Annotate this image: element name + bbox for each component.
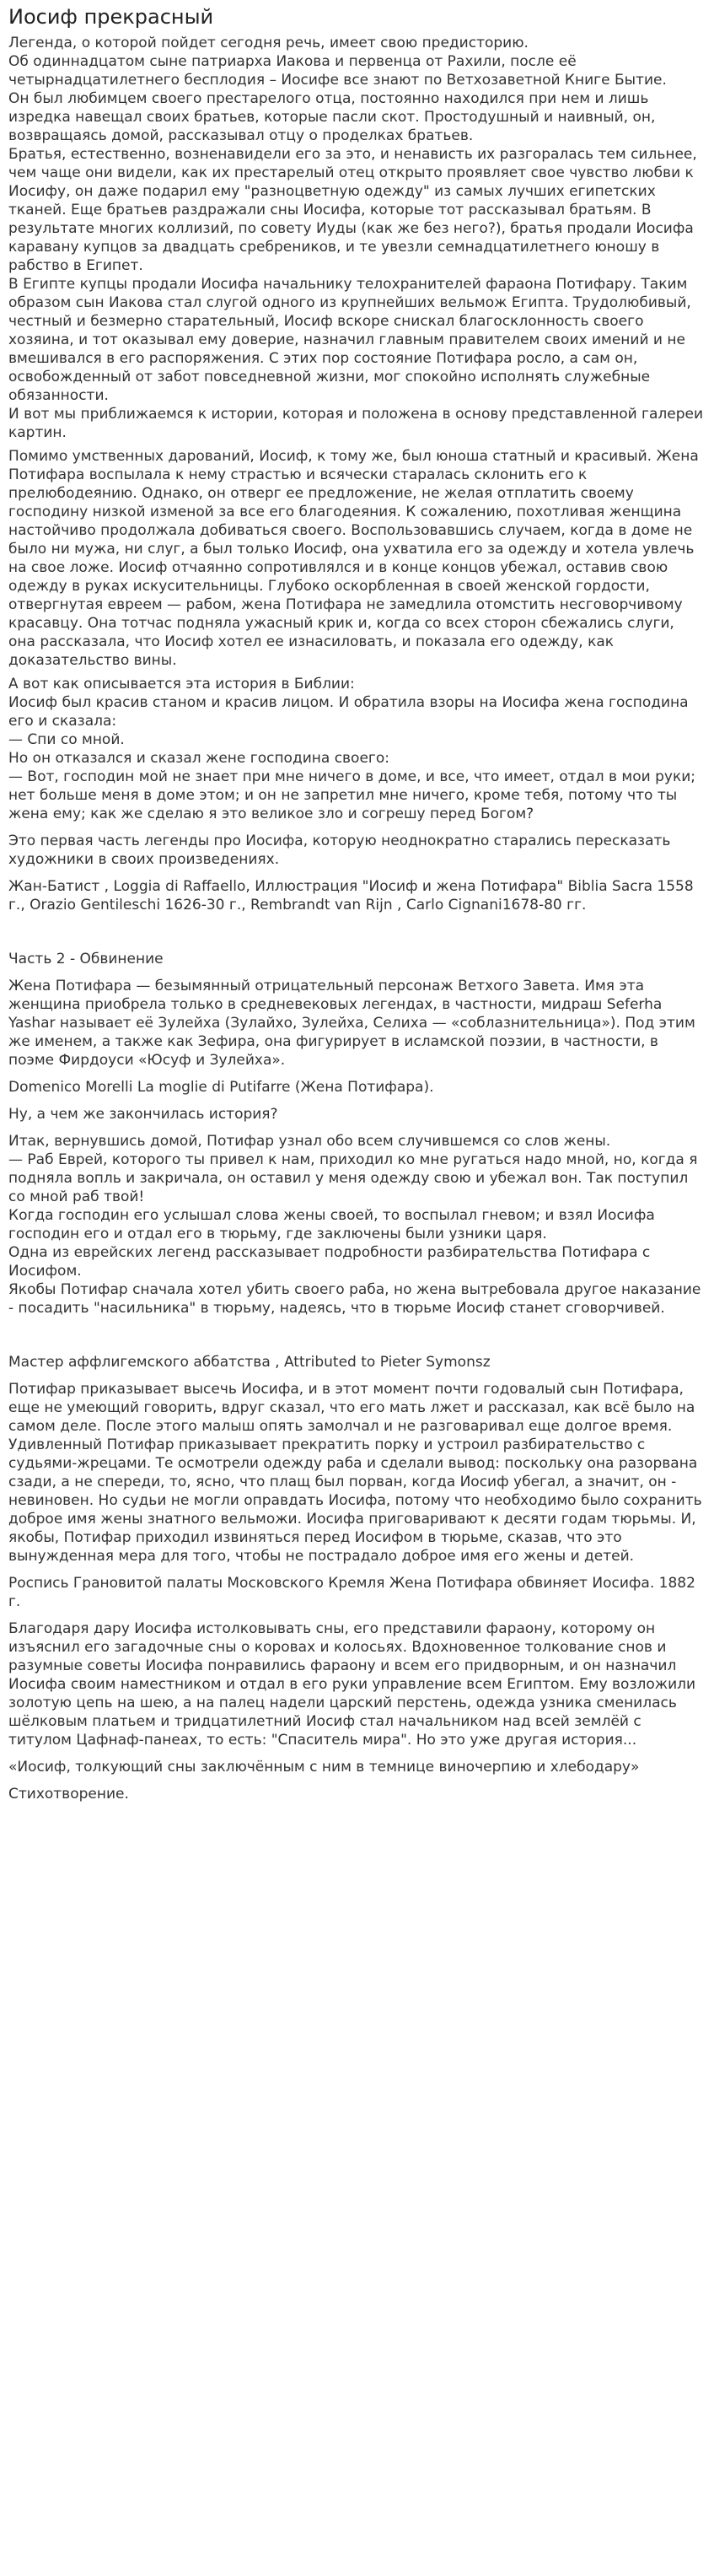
spacer [8,1345,706,1353]
poem-label: Стихотворение. [8,1786,129,1803]
spacer [8,941,706,950]
trial-paragraph: Потифар приказывает высечь Иосифа, и в этот момент почти годовалый сын Потифара, еще не умеющий говорить, вдруг сказал, что его мать лжет и рассказал, как всё было на самом деле. После этого малыш опять замолчал и не разговаривал еще долгое время. Удивленный Потифар приказывает прекратить порку и устроил разбирательство с судьями-жрецами. Те осмотрели одежду раба и сделали вывод: поскольку она разорвана сзади, а не спереди, то, ясно, что плащ был порван, когда Иосиф убегал, а значит, он - невиновен. Но судьи не могли оправдать Иосифа, потому что необходимо было сохранить доброе имя жены знатного вельможи. Иосифа приговаривают к десяти годам тюрьмы. И, якобы, Потифар приходил извиняться перед Иосифом в тюрьме, сказав, что это вынужденная мера для того, чтобы не пострадало доброе имя его жены и детей. [8,1381,702,1565]
fresco-caption: Роспись Грановитой палаты Московского Кремля Жена Потифара обвиняет Иосифа. 1882 г. [8,1575,695,1610]
master-caption: Мастер аффлигемского аббатства , Attributed to Pieter Symonsz [8,1354,491,1371]
page-title: Иосиф прекрасный [8,5,214,29]
bible-paragraph: А вот как описывается эта история в Библии: Иосиф был красив станом и красив лицом. И обратила взоры на Иосифа жена господина его и сказала: — Спи со мной. Но он отказался и сказал жене господина своего: — Вот, господин мой не знает при мне ничего в доме, и все, что имеет, отдал в мои руки; нет больше меня в доме этом; и он не запретил мне ничего, кроме тебя, потому что ты жена ему; как же сделаю я это великое зло и согрешу перед Богом? [8,676,695,822]
section-heading-part-2: Часть 2 - Обвинение [8,951,164,967]
accusation-paragraph: Итак, вернувшись домой, Потифар узнал обо всем случившемся со слов жены. — Раб Еврей, которого ты привел к нам, приходил ко мне ругаться надо мной, но, когда я подняла вопль и закричала, он оставил у меня одежду свою и убежал вон. Так поступил со мной раб твой! Когда господин его услышал слова жены своей, то воспылал гневом; и взял Иосифа господин его и отдал его в тюрьму, где заключены были узники царя. Одна из еврейских легенд рассказывает подробности разбирательства Потифара с Иосифом. Якобы Потифар сначала хотел убить своего раба, но жена вытребовала другое наказание - посадить "насильника" в тюрьму, надеясь, что в тюрьме Иосиф станет сговорчивей. [8,1133,701,1317]
closing-paragraph: Это первая часть легенды про Иосифа, которую неоднократно старались пересказать художники в своих произведениях. [8,833,671,868]
spacer [8,923,706,941]
spacer [8,1326,706,1345]
dreams-paragraph: Благодаря дару Иосифа истолковывать сны, его представили фараону, которому он изъяснил его загадочные сны о коровах и колосьях. Вдохновенное толкование снов и разумные советы Иосифа понравились фараону и всем его придворным, и он назначил Иосифа своим наместником и отдал в его руки управление всем Египтом. Ему возложили золотую цепь на шею, а на палец надели царский перстень, одежда узника сменилась шёлковым платьем и тридцатилетний Иосиф стал начальником над всей землёй с титулом Цафнаф-панеах, то есть: "Спаситель мира". Но это уже другая история... [8,1620,696,1749]
morelli-caption: Domenico Morelli La moglie di Putifarre (Жена Потифара). [8,1079,434,1096]
intro-paragraph: Легенда, о которой пойдет сегодня речь, имеет свою предисторию. Об одиннадцатом сыне патриарха Иакова и первенца от Рахили, после её четырнадцатилетнего бесплодия – Иосифе все знают по Ветхозаветной Книге Бытие. Он был любимцем своего престарелого отца, постоянно находился при нем и лишь изредка навещал своих братьев, которые пасли скот. Простодушный и наивный, он, возвращаясь домой, рассказывал отцу о проделках братьев. Братья, естественно, возненавидели его за это, и ненависть их разгоралась тем сильнее, чем чаще они видели, как их престарелый отец открыто проявляет свое чувство любви к Иосифу, он даже подарил ему "разноцветную одежду" из самых лучших египетских тканей. Еще братьев раздражали сны Иосифа, которые тот рассказывал братьям. В результате многих коллизий, по совету Иуды (как же без него?), братья продали Иосифа каравану купцов за двадцать сребреников, и те увезли семнадцатилетнего юношу в рабство в Египет. В Египте купцы продали Иосифа начальнику телохранителей фараона Потифару. Таким образом сын Иакова стал слугой одного из крупнейших вельмож Египта. Трудолюбивый, честный и безмерно старательный, Иосиф вскоре снискал благосклонность своего хозяина, и тот оказывал ему доверие, назначил главным правителем своих имений и не вмешивался в его распоряжения. С этих пор состояние Потифара росло, а сам он, освобожденный от забот повседневной жизни, мог спокойно исполнять служебные обязанности. И вот мы приближаемся к истории, которая и положена в основу представленной галереи картин. [8,35,704,441]
artists-caption: Жан-Батист , Loggia di Raffaello, Иллюстрация "Иосиф и жена Потифара" Biblia Sacra 1558 г., Orazio Gentileschi 1626-30 г., Rembrandt van Rijn , Carlo Cignani1678-80 гг. [8,878,694,913]
wife-paragraph: Жена Потифара — безымянный отрицательный персонаж Ветхого Завета. Имя эта женщина приобрела только в средневековых легендах, в частности, мидраш Seferha Yashar называет её Зулейха (Зулайхо, Зулейха, Селиха — «соблазнительница»). Под этим же именем, а также как Зефира, она фигурирует в исламской поэзии, в частности, в поэме Фирдоуси «Юсуф и Зулейха». [8,978,695,1069]
poem-title: «Иосиф, толкующий сны заключённым с ним в темнице виночерпию и хлебодару» [8,1759,640,1776]
question-line: Ну, а чем же закончилась история? [8,1106,278,1123]
story-paragraph: Помимо умственных дарований, Иосиф, к тому же, был юноша статный и красивый. Жена Потифара воспылала к нему страстью и всячески старалась склонить его к прелюбодеянию. Однако, он отверг ее предложение, не желая отплатить своему господину низкой изменой за все его благодеяния. К сожалению, похотливая женщина настойчиво продолжала добиваться своего. Воспользовавшись случаем, когда в доме не было ни мужа, ни слуг, а был только Иосиф, она ухватила его за одежду и хотела увлечь на свое ложе. Иосиф отчаянно сопротивлялся и в конце концов убежал, оставив свою одежду в руках искусительницы. Глубоко оскорбленная в своей женской гордости, отвергнутая евреем — рабом, жена Потифара не замедлила отомстить несговорчивому красавцу. Она тотчас подняла ужасный крик и, когда со всех сторон сбежались слуги, она рассказала, что Иосиф хотел ее изнасиловать, и показала его одежду, как доказательство вины. [8,448,699,669]
